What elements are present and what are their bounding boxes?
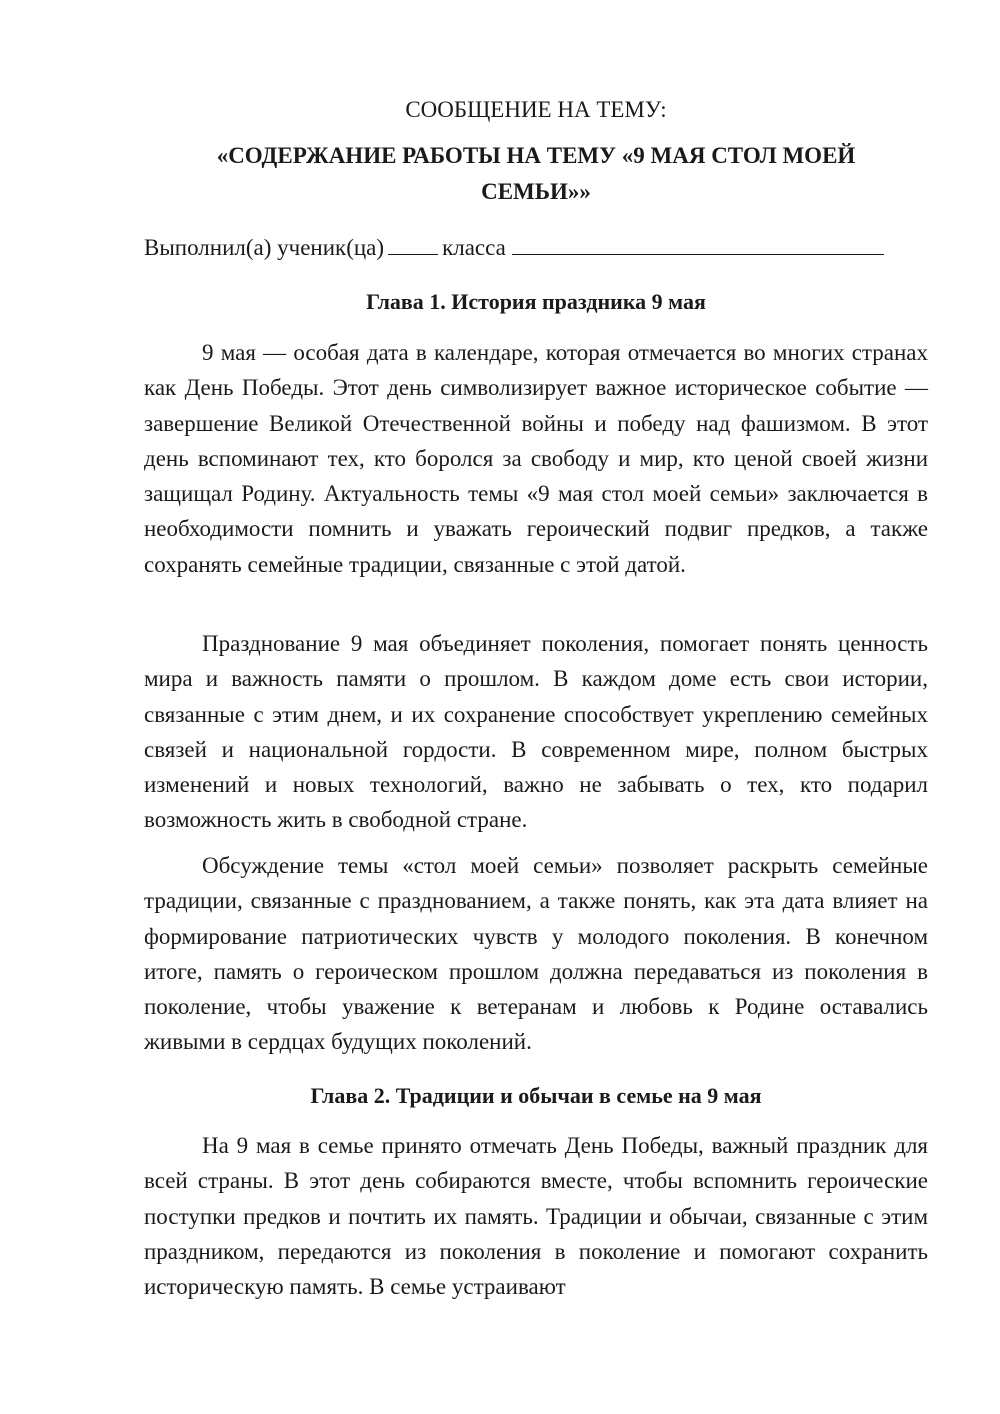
student-name-blank bbox=[512, 230, 884, 255]
author-prefix: Выполнил(а) ученик(ца) bbox=[144, 235, 385, 260]
chapter-2-paragraph-1: На 9 мая в семье принято отмечать День Победы, важный праздник для всей страны. В этот день собираются вместе, чтобы вспомнить героические поступки предков и почтить их память. Традиции и обычаи, связанные с этим праздником, передаются из поколения в поколение и помогают сохранить историческую память. В семье устраивают bbox=[144, 1133, 928, 1300]
chapter-1-paragraph-3: Обсуждение темы «стол моей семьи» позволяет раскрыть семейные традиции, связанные с празднованием, а также понять, как эта дата влияет на формирование патриотических чувств у молодого поколения. В конечном итоге, память о героическом прошлом должна передаваться из поколения в поколение, чтобы уважение к ветеранам и любовь к Родине оставались живыми в сердцах будущих поколений. bbox=[144, 853, 928, 1055]
class-number-blank bbox=[388, 230, 438, 255]
chapter-1-paragraph-1: 9 мая — особая дата в календаре, которая отмечается во многих странах как День Победы. Этот день символизирует важное историческое событие — завершение Великой Отечественной войны и победу над фашизмом. В этот день вспоминают тех, кто боролся за свободу и мир, кто ценой своей жизни защищал Родину. Актуальность темы «9 мая стол моей семьи» заключается в необходимости помнить и уважать героический подвиг предков, а также сохранять семейные традиции, связанные с этой датой. bbox=[144, 340, 928, 577]
author-line bbox=[144, 230, 928, 265]
document-header: СООБЩЕНИЕ НА ТЕМУ: bbox=[405, 97, 667, 122]
chapter-1-paragraph-2: Празднование 9 мая объединяет поколения, помогает понять ценность мира и важность памяти о прошлом. В каждом доме есть свои истории, связанные с этим днем, и их сохранение способствует укреплению семейных связей и национальной гордости. В современном мире, полном быстрых изменений и новых технологий, важно не забывать о тех, кто подарил возможность жить в свободной стране. bbox=[144, 631, 928, 833]
chapter-2-heading: Глава 2. Традиции и обычаи в семье на 9 мая bbox=[310, 1083, 762, 1108]
chapter-1-heading: Глава 1. История праздника 9 мая bbox=[366, 289, 706, 314]
author-class-label: класса bbox=[442, 235, 506, 260]
document-title: «СОДЕРЖАНИЕ РАБОТЫ НА ТЕМУ «9 МАЯ СТОЛ МОЕЙ СЕМЬИ»» bbox=[216, 143, 856, 204]
